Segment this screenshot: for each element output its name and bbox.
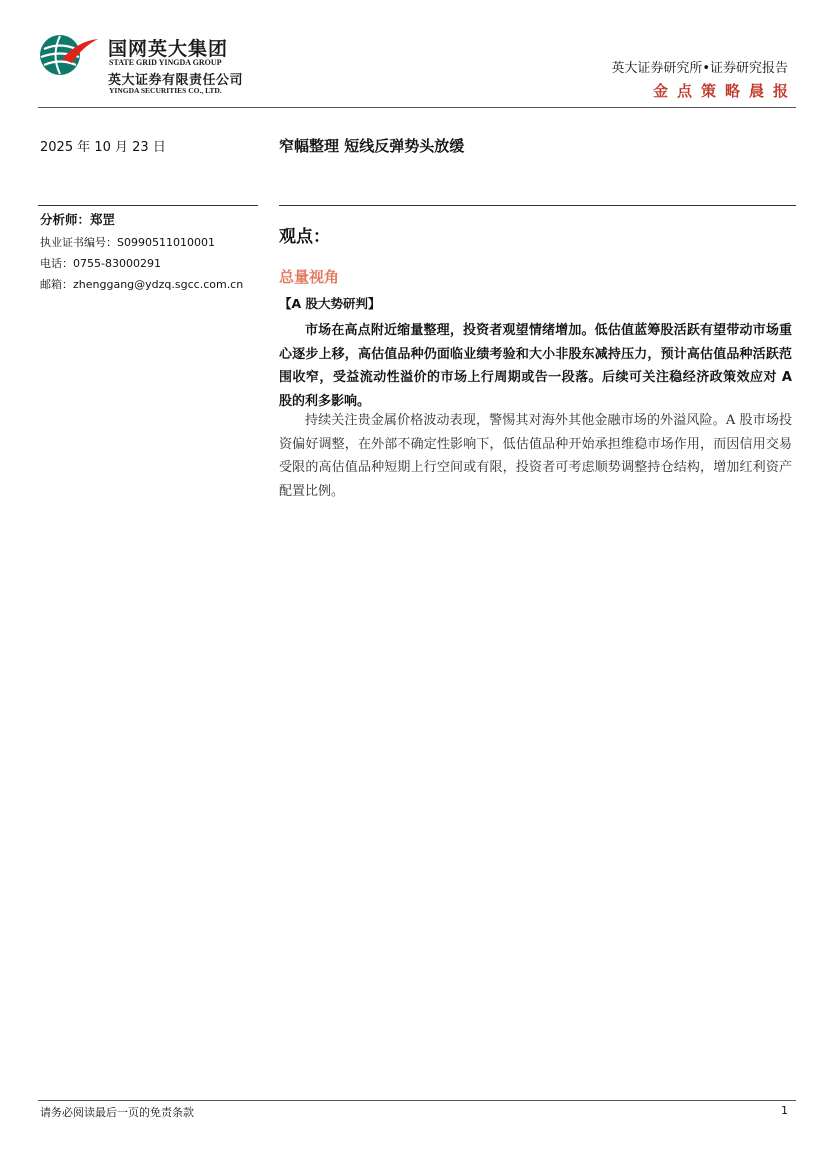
report-source: 英大证券研究所•证券研究报告 (611, 61, 788, 76)
subsection-tag: 【A 股大势研判】 (279, 296, 381, 311)
analyst-phone: 电话：0755-83000291 (40, 257, 161, 270)
section-heading: 总量视角 (279, 268, 340, 286)
group-name: 国网英大集团 (108, 38, 229, 60)
content-divider (279, 205, 796, 206)
analyst-name: 分析师：郑罡 (40, 212, 116, 227)
company-name-english: YINGDA SECURITIES CO., LTD. (109, 86, 222, 95)
report-series-title: 金点策略晨报 (652, 82, 797, 100)
body-paragraph: 持续关注贵金属价格波动表现，警惕其对海外其他金融市场的外溢风险。A 股市场投资偏好调整，在外部不确定性影响下，低估值品种开始承担维稳市场作用，而因信用交易受限的高估值品种短期上行空间或有限，投资者可考虑顺势调整持仓结构，增加红利资产配置比例。 (279, 413, 792, 499)
disclaimer-note: 请务必阅读最后一页的免责条款 (40, 1106, 194, 1119)
company-logo-icon (38, 33, 100, 77)
report-date: 2025 年 10 月 23 日 (40, 140, 166, 155)
group-name-english: STATE GRID YINGDA GROUP (109, 58, 222, 67)
sidebar-divider (38, 205, 258, 206)
viewpoint-heading: 观点： (279, 227, 330, 247)
page-number: 1 (781, 1104, 788, 1117)
header-divider (38, 107, 796, 108)
summary-paragraph: 市场在高点附近缩量整理，投资者观望情绪增加。低估值蓝筹股活跃有望带动市场重心逐步上移，高估值品种仍面临业绩考验和大小非股东减持压力，预计高估值品种活跃范围收窄，受益流动性溢价的市场上行周期或告一段落。后续可关注稳经济政策效应对 A 股的利多影响。 (279, 323, 792, 409)
report-title: 窄幅整理 短线反弹势头放缓 (279, 137, 465, 155)
analyst-license: 执业证书编号：S0990511010001 (40, 236, 215, 249)
footer-divider (38, 1100, 796, 1101)
analyst-email: 邮箱：zhenggang@ydzq.sgcc.com.cn (40, 278, 244, 291)
company-name: 英大证券有限责任公司 (108, 73, 244, 88)
